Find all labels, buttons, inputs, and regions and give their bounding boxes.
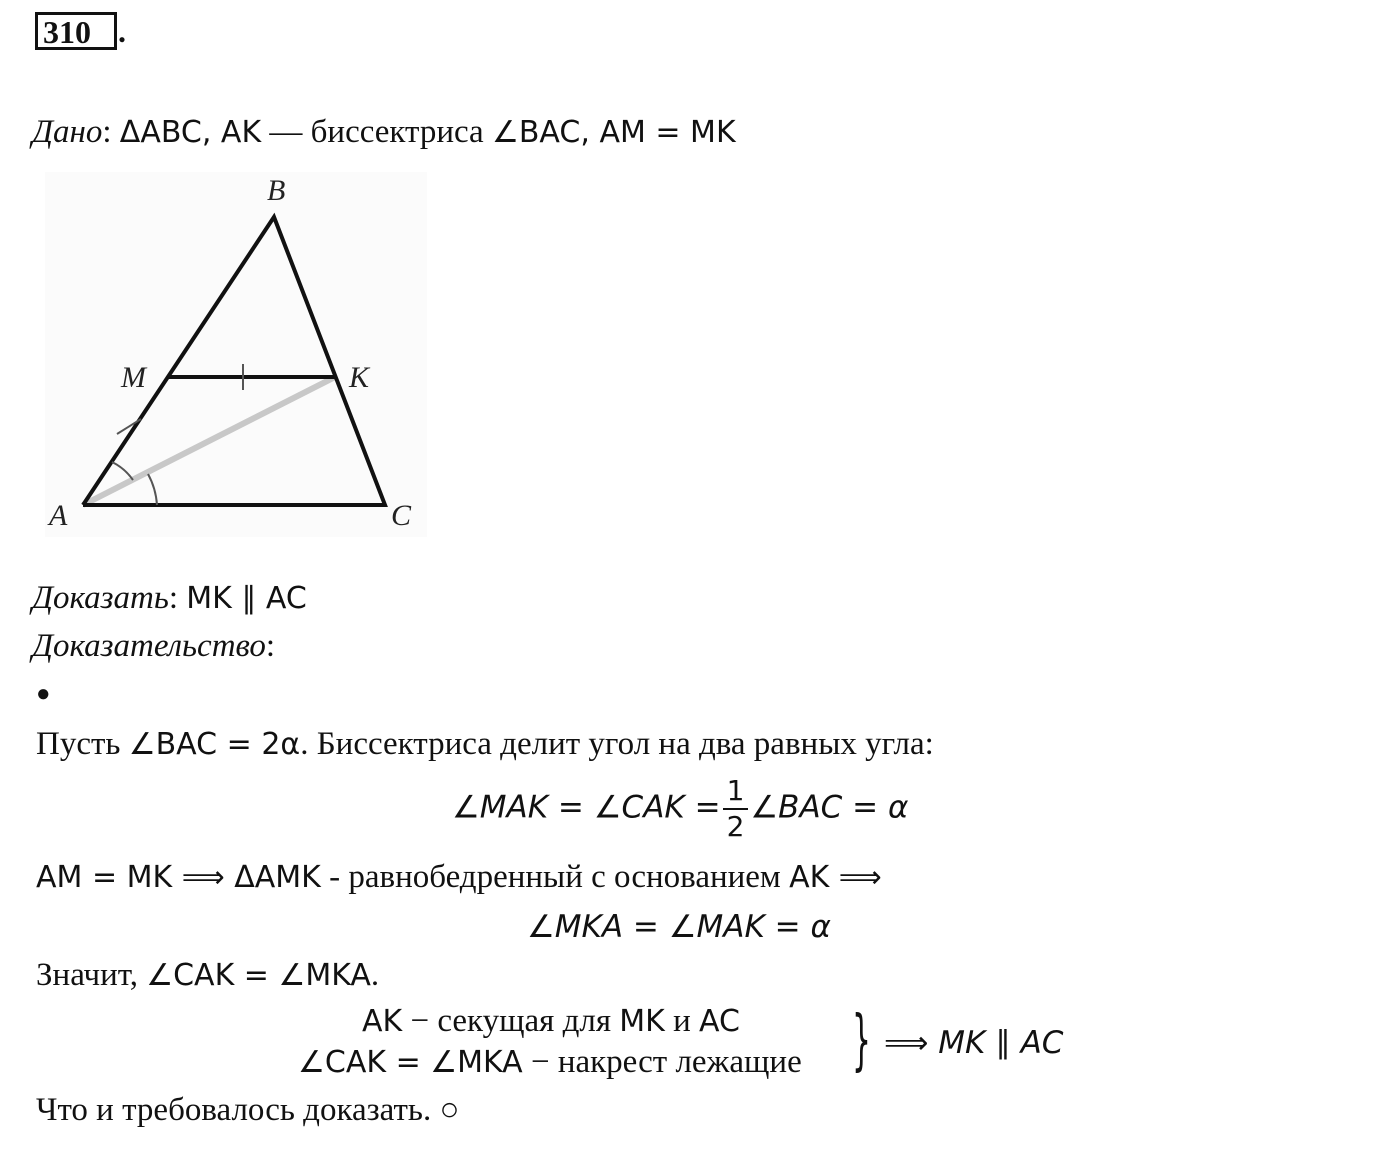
system-l1-text2: и [664,1003,699,1039]
fraction-denominator: 2 [726,810,745,843]
problem-number: 310 [35,12,117,50]
label-b: B [267,174,286,207]
step3-text: Значит, [36,957,147,993]
prove-label: Доказать [32,580,169,616]
given-label: Дано [32,114,103,150]
prove-colon: : [168,580,179,616]
equation-2: ∠MKA = ∠MAK = α [527,909,831,945]
system-l1-expr: AK [362,1004,403,1039]
system-line-2 [298,1042,802,1083]
step1-text-continued: . Биссектриса делит угол на два равных угла: [300,726,934,762]
given-colon: : [102,114,112,150]
step2-line [36,857,882,898]
bullet: ● [36,681,51,707]
given-expr-triangle: ΔABC, AK [119,115,262,150]
system-brace: } [852,1001,871,1078]
conclusion-text: Что и требовалось доказать. [36,1092,440,1128]
label-k: K [349,361,370,394]
system-l1-expr2: MK [619,1004,665,1039]
label-m: M [121,361,146,394]
proof-line [32,626,275,666]
eq1-right: ∠BAC = α [750,789,909,826]
fraction-one-half [723,774,749,844]
prove-line [32,578,307,619]
step3-dot: . [370,957,380,993]
label-a: A [49,499,68,532]
system-l1-expr3: AC [698,1004,740,1039]
given-line [32,112,736,153]
system-line-1 [362,1001,740,1042]
system-l2-text: − накрест лежащие [522,1044,802,1080]
equation-1 [452,774,908,844]
triangle-figure [45,172,427,537]
conclusion-line [36,1090,459,1130]
fraction-numerator: 1 [723,774,749,810]
proof-colon: : [265,628,276,664]
conclusion-mark: ○ [439,1092,460,1128]
step2-text: - равнобедренный с основанием [320,859,790,895]
system-result: ⟹ MK ∥ AC [884,1025,1064,1061]
given-text: — биссектриса [261,114,492,150]
proof-label: Доказательство [32,628,266,664]
step1-text: Пусть [36,726,129,762]
step1-line [36,724,934,765]
problem-number-dot: . [118,13,126,49]
given-expr-angle: ∠BAC, AM = MK [491,115,736,150]
prove-expr: MK ∥ AC [186,581,307,616]
label-c: C [391,499,412,532]
step1-expr: ∠BAC = 2α [128,727,301,762]
eq1-left: ∠MAK = ∠CAK = [452,789,721,826]
step3-expr: ∠CAK = ∠MKA [146,958,371,993]
step2-expr: AM = MK ⟹ ΔAMK [36,860,321,895]
system-l1-text: − секущая для [402,1003,620,1039]
step2-expr-end: AK ⟹ [789,860,882,895]
step3-line [36,955,379,996]
system-l2-expr: ∠CAK = ∠MKA [298,1045,523,1080]
